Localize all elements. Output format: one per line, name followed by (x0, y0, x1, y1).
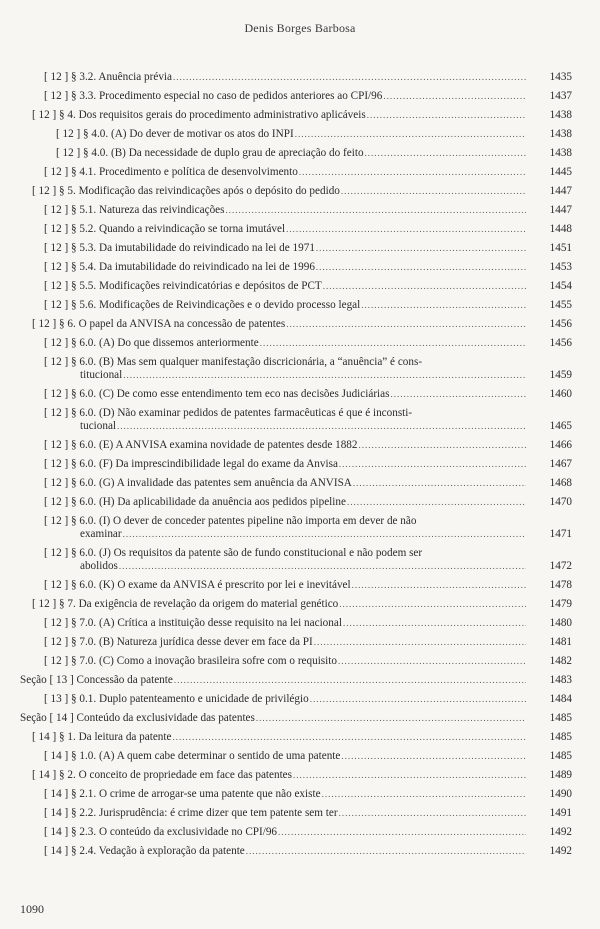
dot-leader (117, 420, 526, 433)
toc-page-number: 1485 (549, 750, 572, 762)
toc-entry (0, 547, 600, 573)
toc-entry-title: [ 12 ] § 5. Modificação das reivindicações após o depósito do pedido (32, 185, 340, 197)
toc-entry-title: titucional (80, 369, 123, 381)
toc-entry-title: [ 12 ] § 7.0. (C) Como a inovação brasileira sofre com o requisito (44, 655, 337, 667)
toc-entry-title: [ 12 ] § 4.0. (A) Do dever de motivar os atos do INPI (56, 128, 294, 140)
toc-entry (0, 71, 600, 84)
toc-entry-title: [ 12 ] § 6.0. (I) O dever de conceder patentes pipeline não importa em dever de não (44, 515, 417, 527)
dot-leader (286, 223, 526, 236)
toc-entry (0, 845, 600, 858)
toc-entry (0, 147, 600, 160)
toc-entry (0, 807, 600, 820)
toc-page-number: 1478 (549, 579, 572, 591)
toc-page-number: 1491 (549, 807, 572, 819)
toc-entry-title: Seção [ 13 ] Concessão da patente (20, 674, 173, 686)
dot-leader (316, 242, 526, 255)
dot-leader (173, 71, 526, 84)
toc-page-number: 1448 (549, 223, 572, 235)
toc-page-number: 1490 (549, 788, 572, 800)
toc-entry (0, 477, 600, 490)
dot-leader (365, 147, 526, 160)
toc-page-number: 1467 (549, 458, 572, 470)
toc-page-number: 1456 (549, 337, 572, 349)
toc-entry-title: [ 14 ] § 1. Da leitura da patente (32, 731, 172, 743)
toc-page-number: 1460 (549, 388, 572, 400)
dot-leader (361, 299, 526, 312)
toc-entry (0, 280, 600, 293)
toc-entry (0, 388, 600, 401)
toc-page-number: 1435 (549, 71, 572, 83)
toc-entry-title: [ 12 ] § 5.4. Da imutabilidade do reivindicado na lei de 1996 (44, 261, 315, 273)
dot-leader (310, 693, 526, 706)
dot-leader (256, 712, 526, 725)
toc-entry-title: [ 12 ] § 4. Dos requisitos gerais do procedimento administrativo aplicáveis (32, 109, 366, 121)
toc-entry-title: [ 12 ] § 5.1. Natureza das reivindicações (44, 204, 225, 216)
dot-leader (123, 528, 526, 541)
toc-entry (0, 693, 600, 706)
dot-leader (172, 731, 526, 744)
dot-leader (367, 109, 526, 122)
toc-entry (0, 750, 600, 763)
dot-leader (352, 579, 526, 592)
dot-leader (246, 845, 526, 858)
dot-leader (339, 458, 526, 471)
running-head: Denis Borges Barbosa (244, 21, 356, 35)
dot-leader (353, 477, 526, 490)
dot-leader (341, 185, 526, 198)
toc-entry (0, 407, 600, 433)
toc-entry (0, 617, 600, 630)
toc-page-number: 1447 (549, 204, 572, 216)
dot-leader (314, 636, 526, 649)
toc-page-number: 1451 (549, 242, 572, 254)
toc-page-number: 1489 (549, 769, 572, 781)
toc-entry (0, 731, 600, 744)
dot-leader (347, 496, 526, 509)
toc-entry-title: [ 12 ] § 6.0. (B) Mas sem qualquer manifestação discricionária, a “anuência” é cons- (44, 356, 423, 368)
toc-page-number: 1479 (549, 598, 572, 610)
toc-entry (0, 261, 600, 274)
toc-page-number: 1485 (549, 712, 572, 724)
toc-entry (0, 337, 600, 350)
toc-entry-title: [ 12 ] § 6.0. (G) A invalidade das patentes sem anuência da ANVISA (44, 477, 352, 489)
dot-leader (299, 166, 526, 179)
toc-page-number: 1445 (549, 166, 572, 178)
toc-entry-title: [ 12 ] § 3.3. Procedimento especial no caso de pedidos anteriores ao CPI/96 (44, 90, 383, 102)
toc-entry-title: [ 14 ] § 2.3. O conteúdo da exclusividade no CPI/96 (44, 826, 278, 838)
toc-entry-title: [ 12 ] § 7.0. (A) Crítica a instituição desse requisito na lei nacional (44, 617, 342, 629)
toc-page-number: 1470 (549, 496, 572, 508)
toc-entry-title: [ 12 ] § 6.0. (F) Da imprescindibilidade legal do exame da Anvisa (44, 458, 338, 470)
toc-page-number: 1437 (549, 90, 572, 102)
toc-entry-title: [ 12 ] § 5.3. Da imutabilidade do reivindicado na lei de 1971 (44, 242, 315, 254)
table-of-contents (0, 71, 600, 864)
toc-entry-title: [ 12 ] § 6.0. (A) Do que dissemos anteriormente (44, 337, 259, 349)
toc-page-number: 1459 (549, 369, 572, 381)
toc-entry-title: abolidos (80, 560, 118, 572)
toc-entry-title: [ 14 ] § 1.0. (A) A quem cabe determinar o sentido de uma patente (44, 750, 341, 762)
toc-entry (0, 185, 600, 198)
toc-entry (0, 769, 600, 782)
toc-entry (0, 598, 600, 611)
toc-entry (0, 166, 600, 179)
toc-entry-title: [ 12 ] § 6.0. (C) De como esse entendimento tem eco nas decisões Judiciárias (44, 388, 390, 400)
toc-entry (0, 674, 600, 687)
dot-leader (339, 807, 526, 820)
toc-page-number: 1466 (549, 439, 572, 451)
toc-page-number: 1492 (549, 845, 572, 857)
toc-entry-title: [ 12 ] § 5.5. Modificações reivindicatórias e depósitos de PCT (44, 280, 322, 292)
dot-leader (119, 560, 526, 573)
toc-entry-title: [ 12 ] § 6.0. (J) Os requisitos da patente são de fundo constitucional e não podem ser (44, 547, 423, 559)
toc-page-number: 1483 (549, 674, 572, 686)
toc-entry-title: [ 13 ] § 0.1. Duplo patenteamento e unicidade de privilégio (44, 693, 309, 705)
toc-entry (0, 242, 600, 255)
toc-entry (0, 496, 600, 509)
toc-entry-title: [ 12 ] § 6.0. (K) O exame da ANVISA é prescrito por lei e inevitável (44, 579, 351, 591)
toc-entry-title: tucional (80, 420, 117, 432)
toc-page-number: 1472 (549, 560, 572, 572)
dot-leader (316, 261, 526, 274)
toc-page-number: 1453 (549, 261, 572, 273)
dot-leader (260, 337, 526, 350)
dot-leader (295, 128, 526, 141)
toc-page-number: 1484 (549, 693, 572, 705)
dot-leader (359, 439, 527, 452)
toc-entry (0, 109, 600, 122)
toc-page-number: 1468 (549, 477, 572, 489)
toc-entry (0, 515, 600, 541)
dot-leader (341, 750, 526, 763)
dot-leader (225, 204, 526, 217)
toc-entry (0, 712, 600, 725)
toc-entry-title: [ 12 ] § 5.2. Quando a reivindicação se torna imutável (44, 223, 286, 235)
toc-entry (0, 458, 600, 471)
toc-entry-title: [ 12 ] § 7.0. (B) Natureza jurídica desse dever em face da PI (44, 636, 313, 648)
toc-page-number: 1455 (549, 299, 572, 311)
toc-entry (0, 439, 600, 452)
dot-leader (338, 655, 526, 668)
toc-entry (0, 299, 600, 312)
toc-entry-title: [ 14 ] § 2.2. Jurisprudência: é crime dizer que tem patente sem ter (44, 807, 338, 819)
toc-entry (0, 128, 600, 141)
toc-entry (0, 204, 600, 217)
dot-leader (383, 90, 526, 103)
dot-leader (322, 788, 526, 801)
toc-entry-title: [ 12 ] § 4.0. (B) Da necessidade de duplo grau de apreciação do feito (56, 147, 364, 159)
toc-entry-title: [ 12 ] § 6.0. (D) Não examinar pedidos de patentes farmacêuticas é que é inconsti- (44, 407, 413, 419)
toc-entry (0, 826, 600, 839)
toc-entry (0, 636, 600, 649)
toc-page-number: 1438 (549, 147, 572, 159)
dot-leader (123, 369, 526, 382)
toc-entry-title: [ 12 ] § 6.0. (E) A ANVISA examina novidade de patentes desde 1882 (44, 439, 358, 451)
toc-page-number: 1465 (549, 420, 572, 432)
toc-page-number: 1454 (549, 280, 572, 292)
toc-entry-title: [ 14 ] § 2.4. Vedação à exploração da patente (44, 845, 245, 857)
dot-leader (286, 318, 526, 331)
toc-entry-title: [ 12 ] § 6.0. (H) Da aplicabilidade da anuência aos pedidos pipeline (44, 496, 346, 508)
dot-leader (339, 598, 526, 611)
toc-entry (0, 223, 600, 236)
toc-page-number: 1438 (549, 109, 572, 121)
toc-entry (0, 579, 600, 592)
toc-entry (0, 318, 600, 331)
dot-leader (278, 826, 526, 839)
toc-entry-title: Seção [ 14 ] Conteúdo da exclusividade das patentes (20, 712, 255, 724)
toc-entry-title: [ 12 ] § 3.2. Anuência prévia (44, 71, 172, 83)
toc-entry-title: [ 14 ] § 2.1. O crime de arrogar-se uma patente que não existe (44, 788, 321, 800)
dot-leader (174, 674, 526, 687)
toc-entry-title: [ 12 ] § 6. O papel da ANVISA na concessão de patentes (32, 318, 286, 330)
toc-entry-title: [ 12 ] § 4.1. Procedimento e política de desenvolvimento (44, 166, 298, 178)
toc-page-number: 1471 (549, 528, 572, 540)
toc-page-number: 1480 (549, 617, 572, 629)
dot-leader (293, 769, 526, 782)
toc-page-number: 1485 (549, 731, 572, 743)
toc-page-number: 1456 (549, 318, 572, 330)
toc-entry-title: [ 14 ] § 2. O conceito de propriedade em face das patentes (32, 769, 293, 781)
toc-entry (0, 655, 600, 668)
toc-entry-title: [ 12 ] § 7. Da exigência de revelação da origem do material genético (32, 598, 339, 610)
toc-entry (0, 90, 600, 103)
dot-leader (343, 617, 526, 630)
toc-page-number: 1447 (549, 185, 572, 197)
toc-page-number: 1438 (549, 128, 572, 140)
toc-entry-title: [ 12 ] § 5.6. Modificações de Reivindicações e o devido processo legal (44, 299, 361, 311)
toc-page-number: 1492 (549, 826, 572, 838)
toc-entry (0, 356, 600, 382)
toc-page-number: 1481 (549, 636, 572, 648)
dot-leader (390, 388, 526, 401)
toc-page-number: 1482 (549, 655, 572, 667)
toc-entry-title: examinar (80, 528, 122, 540)
dot-leader (323, 280, 526, 293)
page-folio: 1090 (20, 902, 44, 916)
toc-entry (0, 788, 600, 801)
